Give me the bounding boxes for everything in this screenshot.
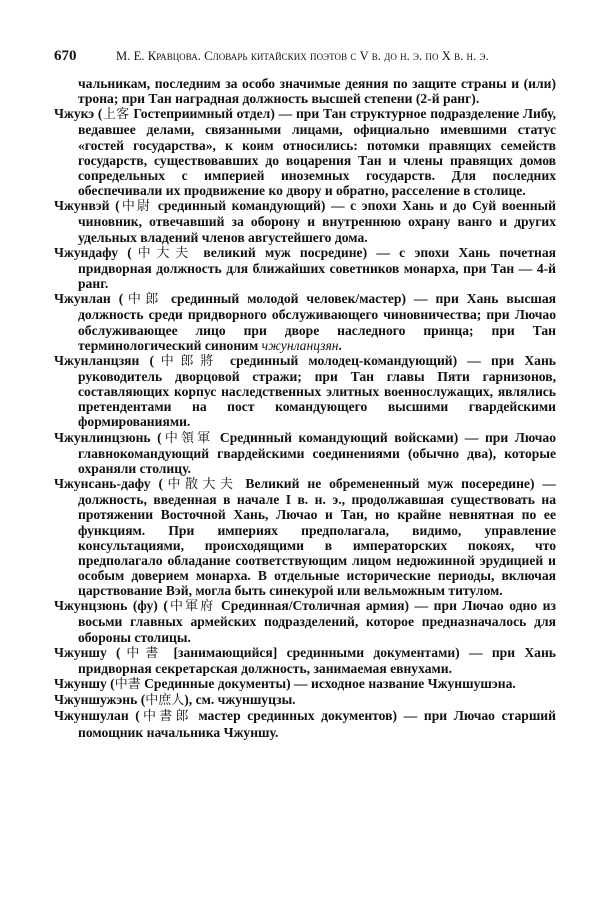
entry-definition: — должность, введенная в начале I в. н. э., продолжавшая существовать на протяжении Восточной Хань, Лючао и Тан, но крайне невнятная по ее функциям. При империях предполагала, видимо, управление консультациями, происходящими в императорских покоях, что предполагало обладание соответствующим лицом недюжинной эрудицией и особым доверием монарха. В отдельные исторические периоды, включая царствование Вэй, могла быть синекурой или вельможным титулом. — [78, 476, 556, 599]
dictionary-entry: Чжунлинцзюнь (中領軍 Срединный командующий войсками) — при Лючао главнокомандующий гвардейскими соединениями (обычно два), которые охраняли столицу. — [54, 429, 556, 476]
entry-gloss: мастер срединных документов — [198, 708, 393, 724]
entry-headword: Чжуншу — [54, 644, 107, 660]
entry-gloss: срединный молодой человек/мастер — [170, 291, 402, 307]
page-number: 670 — [54, 48, 77, 64]
entry-chinese: 中領軍 — [161, 430, 214, 446]
entry-definition: — при Хань руководитель дворцовой стражи; при Тан главы Пяти гарнизонов, составляющих корпус наследственных элитных военнослужащих, являлись претендентами на пост командующего высшими гвардейскими формированиями. — [78, 352, 556, 430]
dictionary-entry: Чжунвэй (中尉 срединный командующий) — с эпохи Хань и до Суй военный чиновник, отвечавший за оборону и внутреннюю охрану ванго и других удельных владений членов августейшего дома. — [54, 198, 556, 245]
dictionary-entry: Чжуншу (中書 Срединные документы) — исходное название Чжуншушэна. — [54, 676, 516, 693]
entry-headword: Чжунцзюнь (фу) — [54, 598, 158, 614]
document-page — [54, 48, 556, 740]
dictionary-entry: Чжуншулан (中書郎 мастер срединных документов) — при Лючао старший помощник начальника Чжуншу. — [54, 708, 556, 740]
entry-definition: — при Тан структурное подразделение Либу, ведавшее делами, связанными лицами, официально имевшими статус «гостей государства», к коим относились: потомки правящих семейств государств, существовавших до воцарения Тан и члены правящих домов сопредельных с империей иноземных государств. Для последних обеспечивали их продвижение ко двору и обратно, расселение в столице. — [78, 106, 556, 199]
entry-gloss: Великий не обремененный муж посередине — [245, 476, 530, 492]
entry-headword: Чжукэ — [54, 106, 95, 122]
entry-definition: — с эпохи Хань почетная придворная должность для ближайших советников монарха, при Тан — 4-й ранг. — [78, 244, 556, 292]
entry-chinese: 上客 — [102, 107, 130, 123]
entry-headword: Чжунлан — [54, 291, 111, 307]
entry-headword: Чжуншужэнь — [54, 692, 138, 708]
entry-definition: , см. чжуншуцзы. — [188, 692, 296, 708]
entry-chinese: 中郎將 — [154, 353, 220, 369]
entry-definition: — с эпохи Хань и до Суй военный чиновник, отвечавший за оборону и внутреннюю охрану ванго и других удельных владений членов августейшего дома. — [78, 198, 556, 245]
entry-definition: — исходное название Чжуншушэна. — [294, 676, 516, 692]
entry-headword: Чжундафу — [54, 244, 118, 260]
entry-headword: Чжунсань-дафу — [54, 476, 151, 492]
dictionary-entry: Чжунсань-дафу (中散大夫 Великий не обремененный муж посередине) — должность, введенная в начале I в. н. э., продолжавшая существовать на протяжении Восточной Хань, Лючао и Тан, но крайне невнятная по ее функциям. При империях предполагала, видимо, управление консультациями, происходящими в императорских покоях, что предполагало обладание соответствующим лицом недюжинной эрудицией и особым доверием монарха. В отдельные исторические периоды, включая царствование Вэй, могла быть синекурой или вельможным титулом. — [54, 476, 556, 599]
entry-gloss: [занимающийся] срединными документами — [173, 644, 456, 660]
entry-gloss: Срединный командующий войсками — [219, 429, 454, 445]
entry-chinese: 中郎 — [123, 292, 163, 308]
entry-headword: Чжунланцзян — [54, 352, 140, 368]
dictionary-entry: Чжунланцзян (中郎將 срединный молодец-командующий) — при Хань руководитель дворцовой стражи; при Тан главы Пяти гарнизонов, составляющих корпус наследственных элитных военнослужащих, являлись претендентами на пост командующего высшими гвардейскими формированиями. — [54, 352, 556, 430]
dictionary-entry: Чжукэ (上客 Гостеприимный отдел) — при Тан структурное подразделение Либу, ведавшее делами, связанными лицами, официально имевшими статус «гостей государства», к коим относились: потомки правящих семейств государств, существовавших до воцарения Тан и члены правящих домов сопредельных с империей иноземных государств. Для последних обеспечивали их продвижение ко двору и обратно, расселение в столице. — [54, 106, 556, 199]
entry-definition: — при Хань высшая должность среди придворного обслуживающего чиновничества; при Лючао обслуживающее лицо при дворе наследного принца; при Тан терминологический синоним — [78, 291, 556, 353]
entry-gloss: Гостеприимный отдел — [133, 106, 271, 122]
entry-definition: — при Лючао старший помощник начальника Чжуншу. — [78, 708, 556, 740]
entry-definition: — при Лючао одно из восьми главных армейских подразделений, которое предназначалось для обороны столицы. — [78, 598, 556, 645]
entry-headword: Чжунвэй — [54, 198, 110, 214]
running-title: М. Е. Кравцова. Словарь китайских поэтов с V в. до н. э. по X в. н. э. — [116, 49, 489, 63]
entry-definition: — при Хань придворная секретарская должность, занимаемая евнухами. — [78, 644, 556, 676]
dictionary-body — [54, 76, 556, 740]
entry-gloss: срединный молодец-командующий — [230, 352, 453, 368]
entry-headword: Чжуншу — [54, 676, 107, 692]
entry-headword: Чжуншулан — [54, 708, 129, 724]
dictionary-entry: Чжунлан (中郎 срединный молодой человек/мастер) — при Хань высшая должность среди придворного обслуживающего чиновничества; при Лючао обслуживающее лицо при дворе наследного принца; при Тан терминологический синоним чжунланцзян. — [54, 291, 556, 353]
entry-headword: Чжунлинцзюнь — [54, 429, 151, 445]
entry-definition: — при Лючао главнокомандующий гвардейскими соединениями (обычно два), которые охраняли столицу. — [78, 429, 556, 476]
dictionary-entry: Чжуншу (中書 [занимающийся] срединными документами) — при Хань придворная секретарская должность, занимаемая евнухами. — [54, 644, 556, 676]
entry-gloss: Срединная/Столичная армия — [220, 598, 405, 614]
entry-gloss: великий муж посредине — [203, 244, 363, 260]
entry-chinese: 中書 — [114, 677, 141, 693]
running-head — [54, 48, 556, 68]
entry-chinese: 中庶人 — [145, 693, 185, 709]
entry-chinese: 中散大夫 — [162, 477, 238, 493]
dictionary-entry: Чжуншужэнь (中庶人), см. чжуншуцзы. — [54, 692, 296, 709]
entry-chinese: 中書郎 — [139, 709, 192, 725]
entry-chinese: 中軍府 — [167, 599, 216, 615]
entry-chinese: 中大夫 — [131, 245, 195, 261]
cross-reference-term: чжунланцзян — [261, 337, 339, 353]
entry-terminator: . — [338, 337, 342, 353]
entry-chinese: 中尉 — [119, 199, 153, 215]
continuation-paragraph: чальникам, последним за особо значимые деяния по защите страны и (или) трона; при Тан наградная должность высшей степени (2-й ранг). — [78, 76, 556, 107]
entry-gloss: Срединные документы — [144, 676, 287, 692]
dictionary-entry: Чжундафу (中大夫 великий муж посредине) — с эпохи Хань почетная придворная должность для ближайших советников монарха, при Тан — 4-й ранг. — [54, 244, 556, 292]
dictionary-entry: Чжунцзюнь (фу) (中軍府 Срединная/Столичная армия) — при Лючао одно из восьми главных армейских подразделений, которое предназначалось для обороны столицы. — [54, 598, 556, 645]
entry-chinese: 中書 — [120, 645, 165, 661]
entry-gloss: срединный командующий — [157, 198, 321, 214]
